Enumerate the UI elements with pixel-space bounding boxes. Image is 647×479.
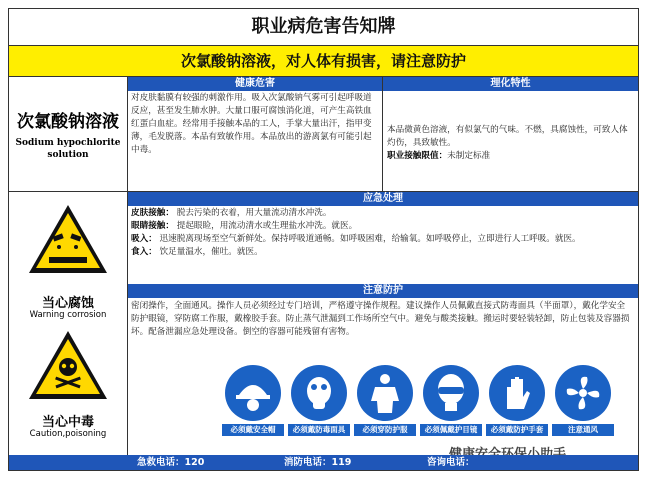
board-title: 职业病危害告知牌 — [9, 9, 638, 46]
ppe-protective-suit — [354, 365, 416, 449]
ppe-hard-hat — [222, 365, 284, 449]
protective-suit-icon — [357, 365, 413, 421]
gas-mask-icon — [291, 365, 347, 421]
corrosion-warning-icon — [27, 203, 109, 275]
eye-contact — [131, 220, 633, 233]
exposure-limit-label: 职业接触限值： — [387, 151, 448, 161]
exposure-limit-value: 未制定标准 — [447, 151, 491, 161]
ppe-ventilation — [552, 365, 614, 449]
ppe-protective-suit-label: 必须穿防护服 — [354, 424, 416, 436]
corrosion-warning-label-en: Warning corrosion — [29, 310, 107, 320]
emergency-phone: 急救电话：120 — [137, 457, 205, 468]
warning-banner: 次氯酸钠溶液，对人体有损害，请注意防护 — [9, 46, 638, 77]
goggles-icon — [423, 365, 479, 421]
contact-footer — [9, 455, 638, 470]
gloves-icon — [489, 365, 545, 421]
inhalation — [131, 233, 633, 246]
ppe-ventilation-label: 注意通风 — [552, 424, 614, 436]
fire-phone: 消防电话：119 — [284, 457, 352, 468]
chemical-name-cn: 次氯酸钠溶液 — [17, 112, 119, 132]
middle-column-divider — [382, 77, 383, 191]
chemical-name-en-line1: Sodium hypochlorite — [15, 138, 121, 148]
protection-text: 密闭操作，全面通风。操作人员必须经过专门培训，严格遵守操作规程。建议操作人员佩戴直接式防毒面具（半面罩），戴化学安全防护眼镜，穿防腐工作服，戴橡胶手套。防止蒸气泄漏到工作场所空气中。避免与酸类接触。搬运时要轻装轻卸，防止包装及容器损坏。配备泄漏应急处理设备。倒空的容器可能残留有害物。 — [131, 301, 630, 337]
ingestion-label: 食入： — [131, 247, 157, 257]
chemical-name-en — [9, 137, 127, 161]
notice-board — [8, 8, 639, 471]
ppe-goggles — [420, 365, 482, 449]
protection-header: 注意防护 — [128, 284, 638, 298]
inhalation-text: 迅速脱离现场至空气新鲜处。保持呼吸道通畅。如呼吸困难，给输氧。如呼吸停止，立即进行人工呼吸。就医。 — [159, 234, 581, 244]
hard-hat-icon — [225, 365, 281, 421]
skin-contact-label: 皮肤接触： — [131, 208, 174, 218]
corrosion-warning-label: 当心腐蚀 — [41, 296, 94, 311]
ppe-gloves-label: 必须戴防护手套 — [486, 424, 548, 436]
ventilation-icon — [555, 365, 611, 421]
ppe-goggles-label: 必须佩戴护目镜 — [420, 424, 482, 436]
left-column-divider — [127, 77, 128, 455]
ppe-gas-mask — [288, 365, 350, 449]
exposure-limit — [387, 150, 633, 163]
properties-text: 本品微黄色溶液，有似氯气的气味。不燃，具腐蚀性，可致人体灼伤，具致敏性。 — [387, 125, 628, 148]
properties-header: 理化特性 — [383, 77, 638, 91]
inhalation-label: 吸入： — [131, 234, 157, 244]
first-aid-header: 应急处理 — [128, 192, 638, 206]
ppe-hard-hat-label: 必须戴安全帽 — [222, 424, 284, 436]
poison-warning-label-en: Caution,poisoning — [29, 429, 107, 439]
first-aid-block — [131, 207, 633, 259]
ingestion-text: 饮足量温水，催吐。就医。 — [159, 247, 263, 257]
ppe-gloves — [486, 365, 548, 449]
skin-contact-text: 脱去污染的衣着，用大量流动清水冲洗。 — [176, 208, 332, 218]
ppe-gas-mask-label: 必须戴防毒面具 — [288, 424, 350, 436]
eye-contact-label: 眼睛接触： — [131, 221, 174, 231]
skin-contact — [131, 207, 633, 220]
ingestion — [131, 246, 633, 259]
poison-warning-label: 当心中毒 — [41, 415, 94, 430]
health-hazard-text: 对皮肤黏膜有较强的刺激作用。吸入次氯酸钠气雾可引起呼吸道反应，甚至发生肺水肿。大量口服可腐蚀消化道，可产生高铁血红蛋白血症。经常用手接触本品的工人，手掌大量出汗，指甲变薄，毛发脱落。本品有致敏作用。本品放出的游离氯有可能引起中毒。 — [131, 93, 372, 155]
health-hazard-header: 健康危害 — [128, 77, 382, 91]
eye-contact-text: 提起眼睑，用流动清水或生理盐水冲洗。就医。 — [176, 221, 358, 231]
properties-block — [387, 124, 633, 163]
consult-phone: 咨询电话： — [427, 457, 475, 468]
chemical-name-en-line2: solution — [47, 150, 89, 160]
poison-warning-icon — [27, 329, 109, 401]
